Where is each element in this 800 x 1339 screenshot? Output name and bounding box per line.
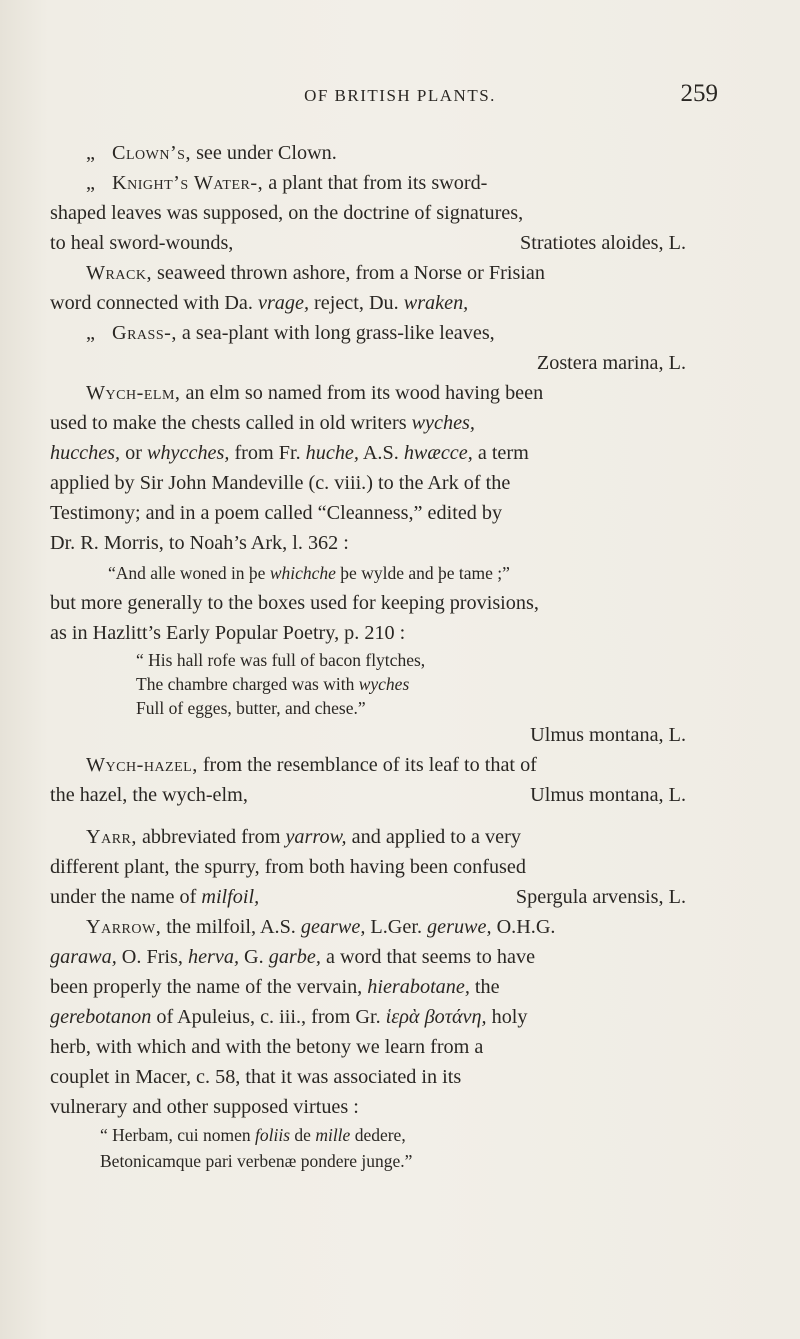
italic-word: wraken, [403, 292, 469, 314]
entry-text: seaweed thrown ashore, from a Norse or Frisian [152, 262, 545, 284]
entry-text: under the name of [50, 886, 202, 908]
entry-text: of Apuleius, c. iii., from Gr. [151, 1006, 386, 1028]
entry-headword: Wych-elm, [86, 382, 181, 404]
italic-word: foliis [255, 1125, 291, 1145]
text-line [50, 468, 734, 498]
text-line [50, 942, 734, 972]
italic-word: hucches, [50, 442, 121, 464]
entry-headword: Clown’s, [112, 142, 192, 164]
text-line [50, 228, 734, 258]
text-line [50, 438, 734, 468]
entry-text: A.S. [358, 442, 404, 464]
text-line [50, 288, 734, 318]
verse-text: “ His hall rofe was full of bacon flytches, [136, 650, 426, 670]
italic-word: mille [315, 1125, 351, 1145]
italic-word: vrage, [257, 292, 309, 314]
entry-headword: Knight’s Water-, [112, 172, 264, 194]
entry-text: an elm so named from its wood having been [180, 382, 544, 404]
entry-text: abbreviated from [136, 826, 286, 848]
entry-text: shaped leaves was supposed, on the doctrine of signatures, [50, 202, 524, 224]
italic-word: hwæcce, [403, 442, 473, 464]
entry-text: O.H.G. [491, 916, 556, 938]
ditto-mark: „ [86, 172, 95, 194]
entry-text: but more generally to the boxes used for keeping provisions, [50, 592, 539, 614]
entry-knights-water [50, 168, 734, 198]
entry-text: vulnerary and other supposed virtues : [50, 1096, 359, 1118]
italic-word: huche, [305, 442, 359, 464]
entry-text: a sea-plant with long grass-like leaves, [176, 322, 495, 344]
italic-word: hierabotane, [367, 976, 470, 998]
text-line [50, 1092, 734, 1122]
botanical-name: Spergula arvensis, L. [515, 886, 686, 908]
text-line [50, 408, 734, 438]
verse-line [50, 672, 734, 696]
entry-text: Dr. R. Morris, to Noah’s Ark, l. 362 : [50, 532, 349, 554]
italic-word: whycches, [147, 442, 230, 464]
verse-text: “ Herbam, cui nomen [100, 1125, 256, 1145]
italic-word: herva, [187, 946, 239, 968]
greek-phrase: ἱερὰ βοτάνη, [385, 1006, 487, 1028]
text-line [50, 528, 734, 558]
text-line [50, 780, 734, 810]
botanical-name: Ulmus montana, L. [530, 784, 686, 806]
text-line [50, 882, 734, 912]
entry-yarr [50, 822, 734, 852]
entry-text: a term [472, 442, 529, 464]
text-line [50, 852, 734, 882]
entry-text: holy [486, 1006, 528, 1028]
verse-text: Full of egges, butter, and chese.” [136, 698, 366, 718]
verse-text: dedere, [350, 1125, 406, 1145]
quotation-text: þe wylde and þe tame ;” [335, 563, 510, 583]
entry-text: a plant that from its sword- [263, 172, 488, 194]
ditto-mark: „ [86, 142, 95, 164]
entry-text: the milfoil, A.S. [161, 916, 301, 938]
entry-headword: Wrack, [86, 262, 152, 284]
italic-word: milfoil, [201, 886, 260, 908]
entry-headword: Wych-hazel, [86, 754, 198, 776]
text-line [50, 1032, 734, 1062]
entry-wych-hazel [50, 750, 734, 780]
entry-text: Testimony; and in a poem called “Cleanness,” edited by [50, 502, 503, 524]
italic-word: gerebotanon [50, 1006, 152, 1028]
verse-text: Betonicamque pari verbenæ pondere junge.” [100, 1151, 413, 1171]
entry-wych-elm [50, 378, 734, 408]
text-line [50, 972, 734, 1002]
verse-line [50, 1122, 734, 1148]
entry-gap [50, 810, 734, 822]
italic-word: geruwe, [427, 916, 492, 938]
italic-word: wyches [358, 674, 410, 694]
entry-text: to heal sword-wounds, [50, 232, 234, 254]
italic-word: gearwe, [300, 916, 366, 938]
entry-text: applied by Sir John Mandeville (c. viii.) to the Ark of the [50, 472, 511, 494]
botanical-name: Ulmus montana, L. [530, 724, 686, 746]
italic-word: yarrow, [285, 826, 347, 848]
entry-clowns [50, 138, 734, 168]
verse-line [50, 1148, 734, 1174]
verse-text: The chambre charged was with [136, 674, 359, 694]
entry-text: reject, Du. [309, 292, 404, 314]
entry-text: and applied to a very [346, 826, 521, 848]
ditto-mark: „ [86, 322, 95, 344]
entry-wrack [50, 258, 734, 288]
text-line [50, 348, 734, 378]
entry-text: G. [239, 946, 269, 968]
verse-text: de [290, 1125, 316, 1145]
entry-text: different plant, the spurry, from both having been confused [50, 856, 526, 878]
text-line [50, 1002, 734, 1032]
entry-headword: Yarr, [86, 826, 137, 848]
entry-text: the hazel, the wych-elm, [50, 784, 248, 806]
entry-text: couplet in Macer, c. 58, that it was associated in its [50, 1066, 462, 1088]
entry-text: as in Hazlitt’s Early Popular Poetry, p. 210 : [50, 622, 406, 644]
quotation-line [50, 558, 734, 588]
text-line [50, 1062, 734, 1092]
entry-text: O. Fris, [116, 946, 188, 968]
entry-text: see under Clown. [191, 142, 337, 164]
botanical-name: Stratiotes aloides, L. [520, 232, 686, 254]
entry-yarrow [50, 912, 734, 942]
entry-headword: Grass-, [112, 322, 177, 344]
entry-text: used to make the chests called in old writers [50, 412, 412, 434]
entry-text: from Fr. [229, 442, 306, 464]
verse-line [50, 696, 734, 720]
page-number: 259 [680, 80, 718, 107]
page-body [50, 138, 734, 1174]
entry-text: word connected with Da. [50, 292, 258, 314]
entry-headword: Yarrow, [86, 916, 162, 938]
entry-text: been properly the name of the vervain, [50, 976, 368, 998]
italic-word: garbe, [268, 946, 321, 968]
entry-text: herb, with which and with the betony we learn from a [50, 1036, 484, 1058]
italic-word: whichche [269, 563, 336, 583]
running-title: OF BRITISH PLANTS. [304, 86, 496, 105]
italic-word: garawa, [50, 946, 117, 968]
entry-text: or [120, 442, 147, 464]
botanical-name: Zostera marina, L. [536, 352, 686, 374]
text-line [50, 498, 734, 528]
entry-text: L.Ger. [365, 916, 428, 938]
text-line [50, 588, 734, 618]
entry-text: the [469, 976, 500, 998]
entry-wrack-grass [50, 318, 734, 348]
italic-word: wyches, [411, 412, 475, 434]
quotation-text: “And alle woned in þe [108, 563, 270, 583]
verse-line [50, 648, 734, 672]
entry-text: a word that seems to have [320, 946, 536, 968]
text-line [50, 720, 734, 750]
text-line [50, 618, 734, 648]
text-line [50, 198, 734, 228]
entry-text: from the resemblance of its leaf to that of [197, 754, 537, 776]
